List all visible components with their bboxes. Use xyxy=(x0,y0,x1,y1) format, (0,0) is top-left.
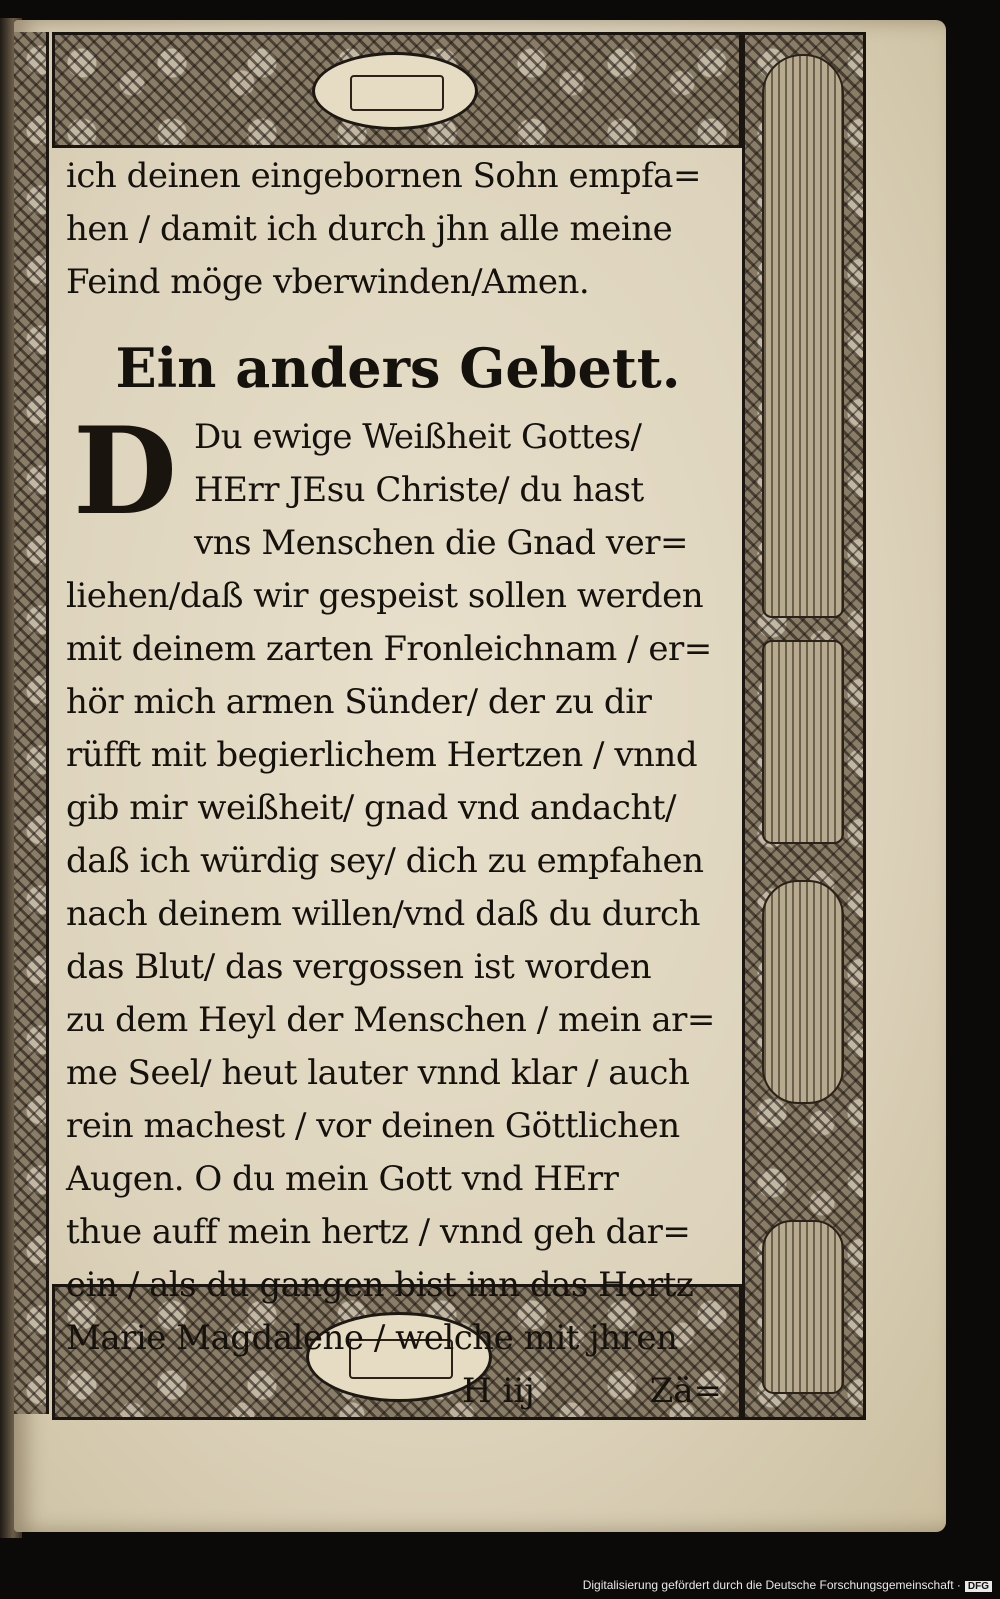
text-line: gib mir weißheit/ gnad vnd andacht/ xyxy=(66,788,676,828)
text-line: nach deinem willen/vnd daß du durch xyxy=(66,894,700,934)
prayer-heading: Ein anders Gebett. xyxy=(115,336,681,400)
digitization-credit xyxy=(583,1578,992,1592)
text-line: HErr JEsu Christe/ du hast xyxy=(194,470,644,510)
prayer-text xyxy=(66,401,730,1365)
text-line: ich deinen eingebornen Sohn empfa= xyxy=(66,156,701,196)
text-line: Feind möge vberwinden/Amen. xyxy=(66,262,590,302)
text-line: daß ich würdig sey/ dich zu empfahen xyxy=(66,841,704,881)
text-line: Du ewige Weißheit Gottes/ xyxy=(194,417,642,457)
top-cartouche-ornament xyxy=(312,52,478,130)
catchword: Zä= xyxy=(649,1371,722,1411)
signature-line xyxy=(66,1365,730,1418)
credit-text: Digitalisierung gefördert durch die Deutsche Forschungsgemeinschaft · xyxy=(582,1578,961,1592)
text-line: rüfft mit begierlichem Hertzen / vnnd xyxy=(66,735,698,775)
text-line: rein machest / vor deinen Göttlichen xyxy=(66,1106,680,1146)
text-line: Marie Magdalene / welche mit jhren xyxy=(66,1318,678,1358)
signature-mark: H iij xyxy=(462,1371,535,1411)
text-line: ein / als du gangen bist inn das Hertz xyxy=(66,1265,694,1305)
mask-ornament xyxy=(762,880,844,1104)
text-line: thue auff mein hertz / vnnd geh dar= xyxy=(66,1212,691,1252)
text-line: das Blut/ das vergossen ist worden xyxy=(66,947,652,987)
left-woodcut-border xyxy=(14,32,49,1414)
text-line: me Seel/ heut lauter vnnd klar / auch xyxy=(66,1053,690,1093)
decorated-initial: D xyxy=(72,401,178,542)
text-line: liehen/daß wir gespeist sollen werden xyxy=(66,576,704,616)
standing-figure-ornament xyxy=(762,54,844,618)
text-line: hen / damit ich durch jhn alle meine xyxy=(66,209,673,249)
text-line: vns Menschen die Gnad ver= xyxy=(194,523,688,563)
text-line: hör mich armen Sünder/ der zu dir xyxy=(66,682,652,722)
dfg-logo: DFG xyxy=(965,1581,992,1592)
foliage-ornament xyxy=(762,640,844,844)
text-line: mit deinem zarten Fronleichnam / er= xyxy=(66,629,712,669)
text-block xyxy=(66,150,730,1418)
text-line: Augen. O du mein Gott vnd HErr xyxy=(66,1159,619,1199)
vase-ornament xyxy=(762,1220,844,1394)
text-line: zu dem Heyl der Menschen / mein ar= xyxy=(66,1000,715,1040)
